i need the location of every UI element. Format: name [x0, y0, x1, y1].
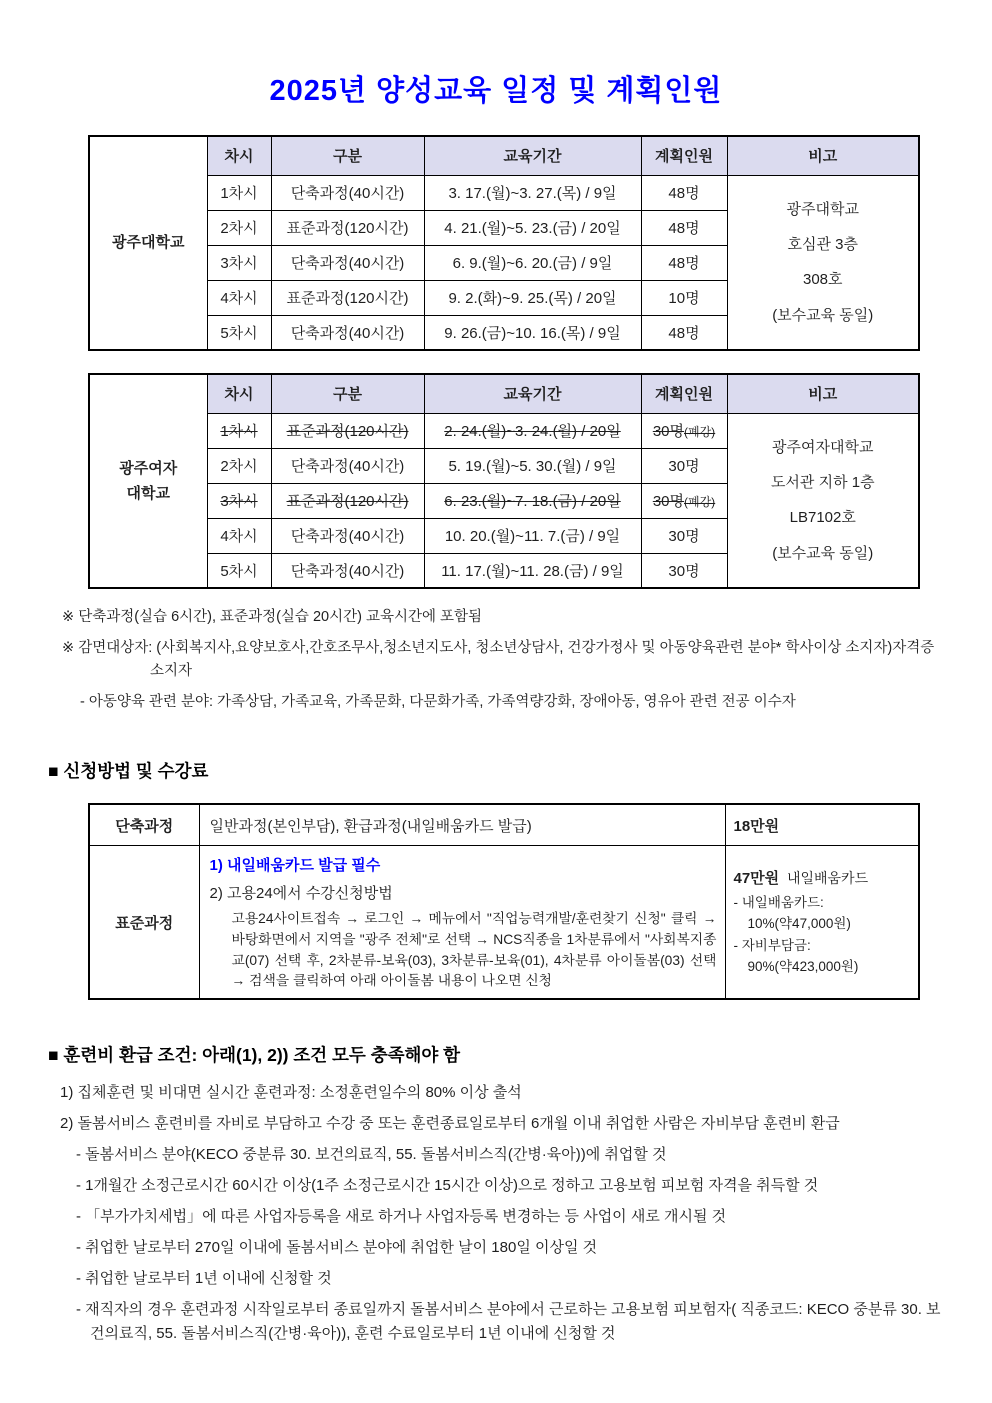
col-header-session: 차시	[207, 136, 271, 175]
session-cell: 2차시	[207, 210, 271, 245]
capacity-suffix: (폐강)	[684, 425, 716, 439]
remark-line: (보수교육 동일)	[772, 306, 874, 324]
capacity-cell	[641, 483, 727, 518]
section-heading-refund: ■ 훈련비 환급 조건: 아래(1), 2)) 조건 모두 충족해야 함	[48, 1045, 461, 1066]
table-header-row	[89, 136, 919, 175]
session-cell: 5차시	[207, 553, 271, 588]
type-cell: 단축과정(40시간)	[271, 245, 424, 280]
page-title: 2025년 양성교육 일정 및 계획인원	[269, 75, 723, 107]
remark-line: (보수교육 동일)	[772, 544, 874, 562]
footnote-2	[62, 637, 942, 682]
type-cell: 표준과정(120시간)	[271, 280, 424, 315]
period-cell: 11. 17.(월)~11. 28.(금) / 9일	[424, 553, 641, 588]
section-heading-application: ■ 신청방법 및 수강료	[48, 760, 209, 781]
session-cell: 1차시	[207, 413, 271, 448]
col-header-period: 교육기간	[424, 374, 641, 413]
capacity-cell: 48명	[641, 315, 727, 350]
session-cell: 4차시	[207, 280, 271, 315]
col-header-type: 구분	[271, 136, 424, 175]
session-cell: 5차시	[207, 315, 271, 350]
course-fee	[725, 846, 919, 999]
session-cell: 3차시	[207, 245, 271, 280]
period-cell: 9. 26.(금)~10. 16.(목) / 9일	[424, 315, 641, 350]
type-cell: 단축과정(40시간)	[271, 553, 424, 588]
university-name	[89, 374, 207, 588]
capacity-cell: 48명	[641, 245, 727, 280]
period-cell: 6. 9.(월)~6. 20.(금) / 9일	[424, 245, 641, 280]
refund-subitem: - 재직자의 경우 훈련과정 시작일로부터 종료일까지 돌봄서비스 분야에서 근로하는 고용보험 피보험자( 직종코드: KECO 중분류 30. 보건의료직, 55. 돌봄서비스직(간병·육아)), 훈련 수료일로부터 1년 이내에 신청할 것	[76, 1301, 941, 1343]
session-cell: 3차시	[207, 483, 271, 518]
remark-line: 호심관 3층	[787, 236, 858, 253]
footnotes	[62, 606, 942, 714]
col-header-capacity: 계획인원	[641, 374, 727, 413]
apply-method-steps: 고용24사이트접속 → 로그인 → 메뉴에서 "직업능력개발/훈련찾기 신청" 클릭 → 바탕화면에서 지역을 "광주 전체"로 선택 → NCS직종을 1차분류에서 "사회복지종교(07) 선택 후, 2차분류-보육(03), 3차분류-보육(01), 4차분류 아이돌봄(03) 선택 → 검색을 클릭하여 아래 아이돌봄 내용이 나오면 신청	[231, 911, 717, 989]
capacity-cell: 48명	[641, 175, 727, 210]
type-cell: 표준과정(120시간)	[271, 413, 424, 448]
refund-conditions-list	[60, 1081, 950, 1346]
nbcard-required-note: 1) 내일배움카드 발급 필수	[209, 857, 381, 875]
fee-item-label: - 자비부담금:	[733, 937, 811, 953]
period-cell: 6. 23.(월)~7. 18.(금) / 20일	[424, 483, 641, 518]
university-name: 광주대학교	[89, 136, 207, 350]
type-cell: 표준과정(120시간)	[271, 483, 424, 518]
remark-cell	[727, 175, 919, 350]
type-cell: 단축과정(40시간)	[271, 175, 424, 210]
remark-cell	[727, 413, 919, 588]
refund-subitem: - 돌봄서비스 분야(KECO 중분류 30. 보건의료직, 55. 돌봄서비스직(간병·육아))에 취업할 것	[76, 1146, 667, 1164]
course-fee: 18만원	[725, 804, 919, 846]
schedule-table-gwangju-womens-univ	[88, 373, 920, 589]
col-header-remark: 비고	[727, 136, 919, 175]
session-cell: 1차시	[207, 175, 271, 210]
capacity-value: 30명	[652, 423, 684, 440]
capacity-cell: 30명	[641, 448, 727, 483]
fee-row-short-course	[89, 804, 919, 846]
period-cell: 4. 21.(월)~5. 23.(금) / 20일	[424, 210, 641, 245]
period-cell: 9. 2.(화)~9. 25.(목) / 20일	[424, 280, 641, 315]
remark-line: 308호	[802, 271, 843, 289]
course-label: 표준과정	[89, 846, 199, 999]
course-content	[199, 846, 725, 999]
table-row	[89, 175, 919, 210]
period-cell: 3. 17.(월)~3. 27.(목) / 9일	[424, 175, 641, 210]
table-header-row	[89, 374, 919, 413]
remark-line: 도서관 지하 1층	[770, 474, 875, 491]
university-name-line: 대학교	[126, 485, 170, 502]
capacity-cell	[641, 413, 727, 448]
type-cell: 단축과정(40시간)	[271, 448, 424, 483]
session-cell: 2차시	[207, 448, 271, 483]
remark-line: 광주여자대학교	[772, 438, 874, 456]
refund-subitem: - 취업한 날로부터 1년 이내에 신청할 것	[76, 1270, 332, 1288]
capacity-cell: 48명	[641, 210, 727, 245]
fee-table	[88, 803, 920, 1000]
refund-item-1: 1) 집체훈련 및 비대면 실시간 훈련과정: 소정훈련일수의 80% 이상 출석	[60, 1084, 522, 1102]
apply-method-title: 2) 고용24에서 수강신청방법	[209, 885, 393, 903]
table-row-cancelled	[89, 413, 919, 448]
schedule-table-gwangju-univ	[88, 135, 920, 351]
footnote-text: 감면대상자: (사회복지사,요양보호사,간호조무사,청소년지도사, 청소년상담사, 건강가정사 및 아동양육관련 분야* 학사이상 소지자)자격증 소지자	[78, 640, 935, 679]
fee-item-label: - 내일배움카드:	[733, 894, 824, 910]
fee-row-standard-course	[89, 846, 919, 999]
capacity-suffix: (폐강)	[684, 495, 716, 509]
col-header-type: 구분	[271, 374, 424, 413]
capacity-cell: 10명	[641, 280, 727, 315]
fee-item-value: 10%(약47,000원)	[747, 916, 851, 932]
col-header-session: 차시	[207, 374, 271, 413]
refund-subitem: - 1개월간 소정근로시간 60시간 이상(1주 소정근로시간 15시간 이상)으로 정하고 고용보험 피보험 자격을 취득할 것	[76, 1177, 819, 1195]
capacity-value: 30명	[652, 493, 684, 510]
fee-amount: 47만원	[733, 869, 780, 887]
fee-title-text: 내일배움카드	[786, 869, 869, 886]
footnote-1	[62, 606, 942, 628]
reference-mark-icon: ※	[62, 609, 75, 625]
type-cell: 표준과정(120시간)	[271, 210, 424, 245]
period-cell: 10. 20.(월)~11. 7.(금) / 9일	[424, 518, 641, 553]
refund-item-2: 2) 돌봄서비스 훈련비를 자비로 부담하고 수강 중 또는 훈련종료일로부터 6개월 이내 취업한 사람은 자비부담 훈련비 환급	[60, 1115, 840, 1133]
fee-title	[734, 867, 913, 888]
course-content: 일반과정(본인부담), 환급과정(내일배움카드 발급)	[199, 804, 725, 846]
capacity-cell: 30명	[641, 518, 727, 553]
remark-line: LB7102호	[789, 509, 856, 527]
type-cell: 단축과정(40시간)	[271, 518, 424, 553]
remark-line: 광주대학교	[786, 200, 859, 218]
footnote-text: 단축과정(실습 6시간), 표준과정(실습 20시간) 교육시간에 포함됨	[78, 609, 483, 625]
col-header-capacity: 계획인원	[641, 136, 727, 175]
fee-item-value: 90%(약423,000원)	[747, 959, 859, 975]
period-cell: 2. 24.(월)~3. 24.(월) / 20일	[424, 413, 641, 448]
reference-mark-icon: ※	[62, 640, 75, 657]
col-header-remark: 비고	[727, 374, 919, 413]
footnote-3: - 아동양육 관련 분야: 가족상담, 가족교육, 가족문화, 다문화가족, 가족역량강화, 장애아동, 영유아 관련 전공 이수자	[80, 694, 796, 711]
session-cell: 4차시	[207, 518, 271, 553]
refund-subitem: - 「부가가치세법」에 따른 사업자등록을 새로 하거나 사업자등록 변경하는 등 사업이 새로 개시될 것	[76, 1208, 727, 1226]
capacity-cell: 30명	[641, 553, 727, 588]
type-cell: 단축과정(40시간)	[271, 315, 424, 350]
period-cell: 5. 19.(월)~5. 30.(월) / 9일	[424, 448, 641, 483]
course-label: 단축과정	[89, 804, 199, 846]
university-name-line: 광주여자	[119, 459, 178, 477]
refund-subitem: - 취업한 날로부터 270일 이내에 돌봄서비스 분야에 취업한 날이 180일 이상일 것	[76, 1239, 598, 1257]
col-header-period: 교육기간	[424, 136, 641, 175]
